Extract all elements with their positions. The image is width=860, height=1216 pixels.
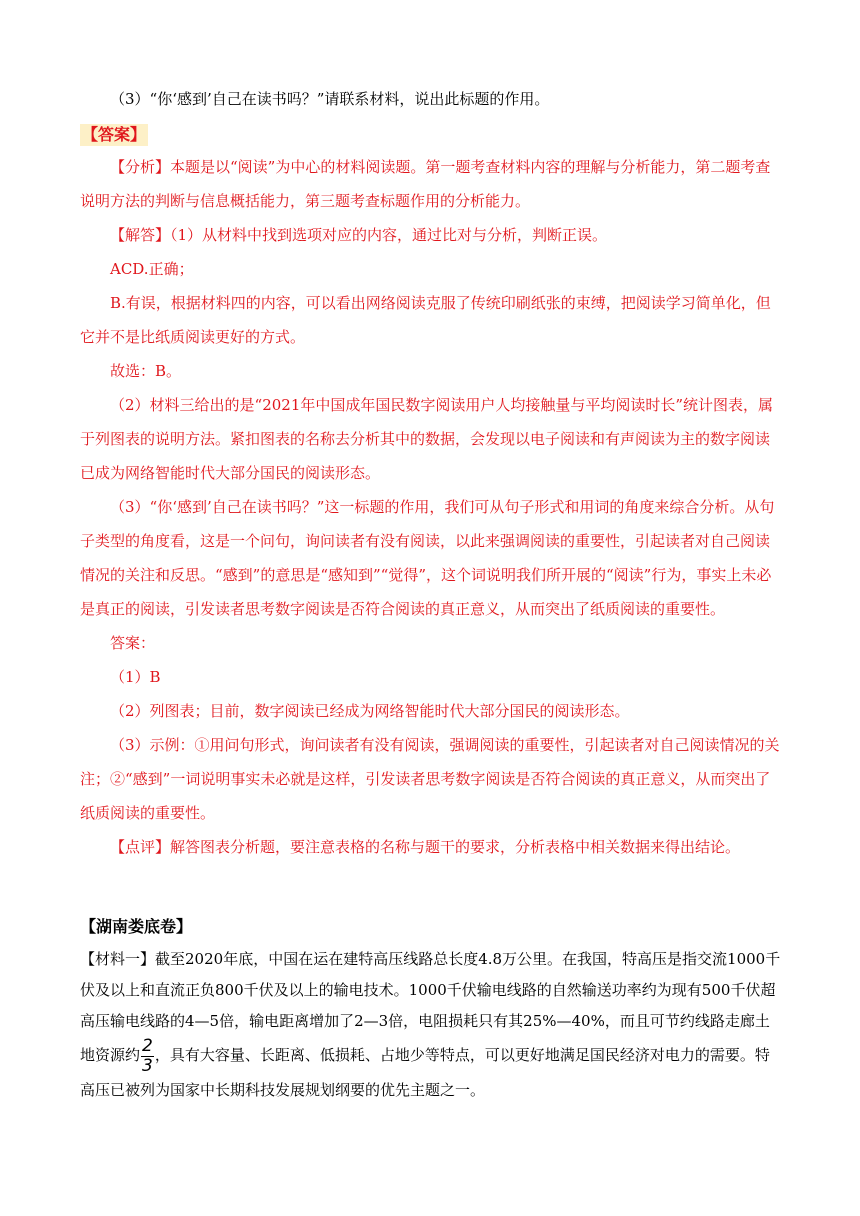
material-one-text-before: 截至2020年底，中国在运在建特高压线路总长度4.8万公里。在我国，特高压是指交流1000千伏及以上和直流正负800千伏及以上的输电技术。1000千伏输电线路的自然输送功率约为现有500千伏超高压输电线路的4—5倍，输电距离增加了2—3倍，电阻损耗只有其25%—40%，而且可节约线路走廊土地资源约 (80, 950, 781, 1064)
analysis-text: 本题是以“阅读”为中心的材料阅读题。第一题考查材料内容的理解与分析能力，第二题考查说明方法的判断与信息概括能力，第三题考查标题作用的分析能力。 (80, 158, 771, 210)
answer-2: （2）列图表；目前，数字阅读已经成为网络智能时代大部分国民的阅读形态。 (110, 702, 630, 720)
solution-option-acd: ACD.正确； (110, 260, 194, 278)
solution-part1-text: （1）从材料中找到选项对应的内容，通过比对与分析，判断正误。 (170, 226, 608, 244)
material-one-paragraph (80, 944, 782, 1106)
comment-label: 【点评】 (110, 838, 171, 856)
answers-label: 答案： (110, 634, 156, 652)
fraction-numerator: 2 (142, 1036, 153, 1056)
answer-header (80, 124, 782, 146)
solution-label: 【解答】 (110, 226, 171, 244)
material-one-label: 【材料一】 (80, 950, 156, 968)
comment-text: 解答图表分析题，要注意表格的名称与题干的要求，分析表格中相关数据来得出结论。 (170, 838, 741, 856)
comment-paragraph (80, 830, 782, 864)
solution-part2: （2）材料三给出的是“2021年中国成年国民数字阅读用户人均接触量与平均阅读时长”统计图表，属于列图表的说明方法。紧扣图表的名称去分析其中的数据，会发现以电子阅读和有声阅读为主的数字阅读已成为网络智能时代大部分国民的阅读形态。 (80, 396, 774, 482)
material-one-text-after: ，具有大容量、长距离、低损耗、占地少等特点，可以更好地满足国民经济对电力的需要。特高压已被列为国家中长期科技发展规划纲要的优先主题之一。 (80, 1046, 770, 1099)
hunan-loudi-section (80, 910, 782, 1106)
analysis-label: 【分析】 (110, 158, 171, 176)
answer-1: （1）B (110, 668, 161, 686)
solution-choice: 故选：B。 (110, 362, 182, 380)
solution-option-b: B.有误，根据材料四的内容，可以看出网络阅读克服了传统印刷纸张的束缚，把阅读学习简单化，但它并不是比纸质阅读更好的方式。 (80, 294, 771, 346)
answer-3: （3）示例：①用问句形式，询问读者有没有阅读，强调阅读的重要性，引起读者对自己阅读情况的关注；②“感到”一词说明事实未必就是这样，引发读者思考数字阅读是否符合阅读的真正意义，从而突出了纸质阅读的重要性。 (80, 736, 780, 822)
section-title: 【湖南娄底卷】 (80, 917, 193, 936)
page-content (80, 82, 782, 1106)
answer-tag: 【答案】 (82, 125, 147, 144)
fraction-two-thirds (141, 1037, 154, 1075)
fraction-denominator: 3 (142, 1056, 153, 1076)
question-3: （3）“你‘感到’自己在读书吗？”请联系材料，说出此标题的作用。 (110, 90, 550, 108)
solution-part3: （3）“你‘感到’自己在读书吗？”这一标题的作用，我们可从句子形式和用词的角度来综合分析。从句子类型的角度看，这是一个问句，询问读者有没有阅读，以此来强调阅读的重要性，引起读者对自己阅读情况的关注和反思。“感到”的意思是“感知到”“觉得”，这个词说明我们所开展的“阅读”行为，事实上未必是真正的阅读，引发读者思考数字阅读是否符合阅读的真正意义，从而突出了纸质阅读的重要性。 (80, 498, 775, 618)
solution-part1-intro (80, 218, 782, 252)
analysis-paragraph (80, 150, 782, 218)
